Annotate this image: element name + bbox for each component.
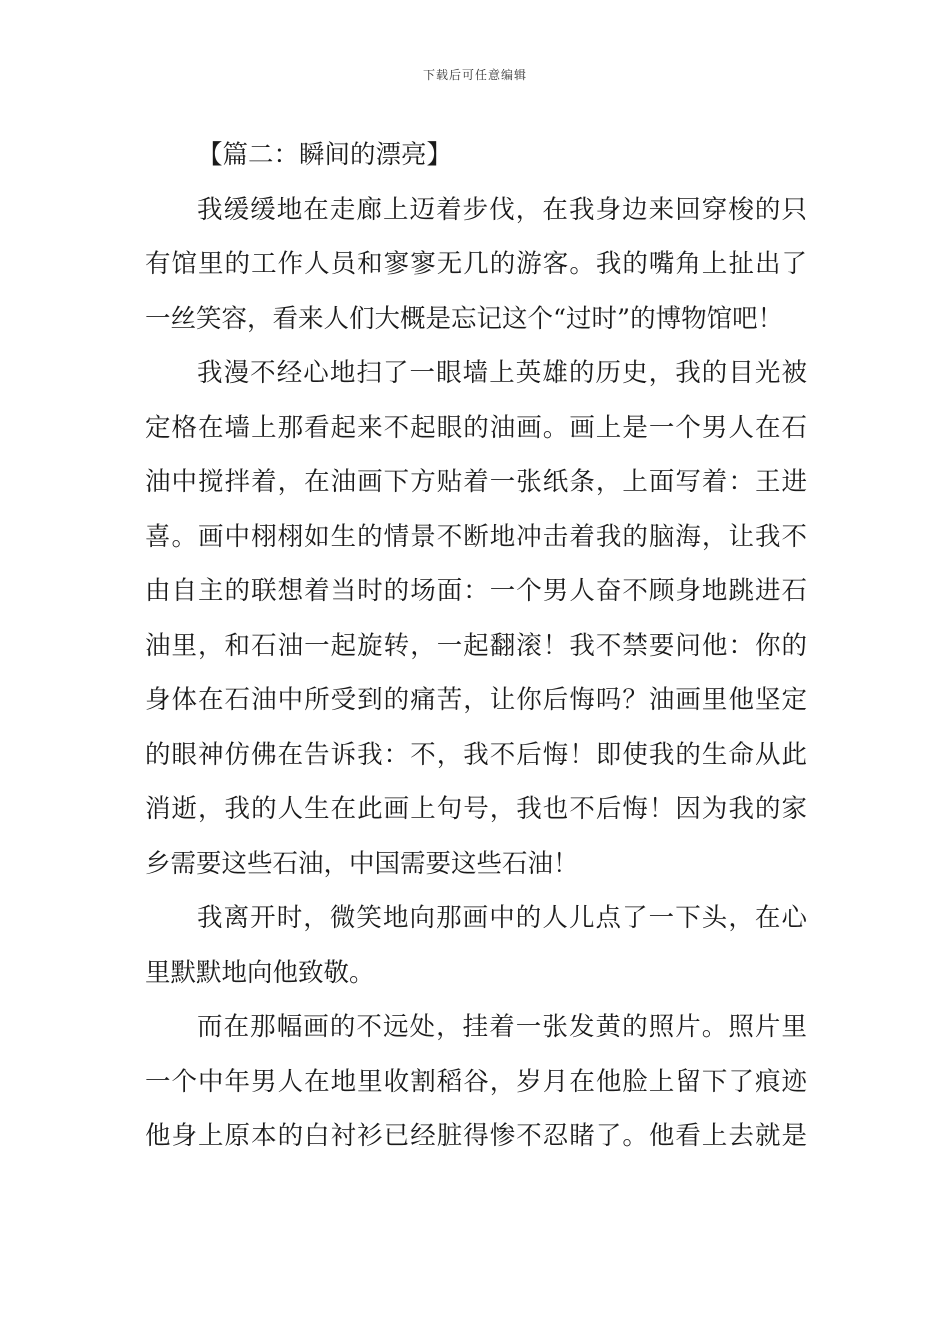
text-line: 里默默地向他致敬。 <box>145 957 375 988</box>
text-line: 油中搅拌着，在油画下方贴着一张纸条，上面写着：王进 <box>145 467 807 497</box>
text-line: 他身上原本的白衬衫已经脏得惨不忍睹了。他看上去就是 <box>145 1121 807 1151</box>
text-line: 定格在墙上那看起来不起眼的油画。画上是一个男人在石 <box>145 412 807 443</box>
text-line: 喜。画中栩栩如生的情景不断地冲击着我的脑海，让我不 <box>145 521 807 552</box>
text-line: 有馆里的工作人员和寥寥无几的游客。我的嘴角上扯出了 <box>145 249 807 279</box>
article-body <box>145 128 807 1164</box>
text-line: 一个中年男人在地里收割稻谷，岁月在他脸上留下了痕迹 <box>145 1066 807 1097</box>
text-line: 身体在石油中所受到的痛苦，让你后悔吗？油画里他坚定 <box>145 685 807 715</box>
header-note: 下载后可任意编辑 <box>422 68 527 82</box>
text-line: 消逝，我的人生在此画上句号，我也不后悔！因为我的家 <box>145 794 807 824</box>
text-line: 油里，和石油一起旋转，一起翻滚！我不禁要问他：你的 <box>145 630 807 661</box>
text-line: 乡需要这些石油，中国需要这些石油！ <box>145 848 579 879</box>
text-line: 我缓缓地在走廊上迈着步伐，在我身边来回穿梭的只 <box>197 194 807 225</box>
text-line: 由自主的联想着当时的场面：一个男人奋不顾身地跳进石 <box>145 576 807 606</box>
section-heading: 【篇二：瞬间的漂亮】 <box>197 140 453 170</box>
text-line: 我漫不经心地扫了一眼墙上英雄的历史，我的目光被 <box>197 358 807 388</box>
text-line: 的眼神仿佛在告诉我：不，我不后悔！即使我的生命从此 <box>145 739 807 770</box>
text-line: 我离开时，微笑地向那画中的人儿点了一下头，在心 <box>197 903 807 933</box>
text-line: 一丝笑容，看来人们大概是忘记这个“过时”的博物馆吧！ <box>145 303 784 334</box>
text-line: 而在那幅画的不远处，挂着一张发黄的照片。照片里 <box>197 1012 807 1042</box>
